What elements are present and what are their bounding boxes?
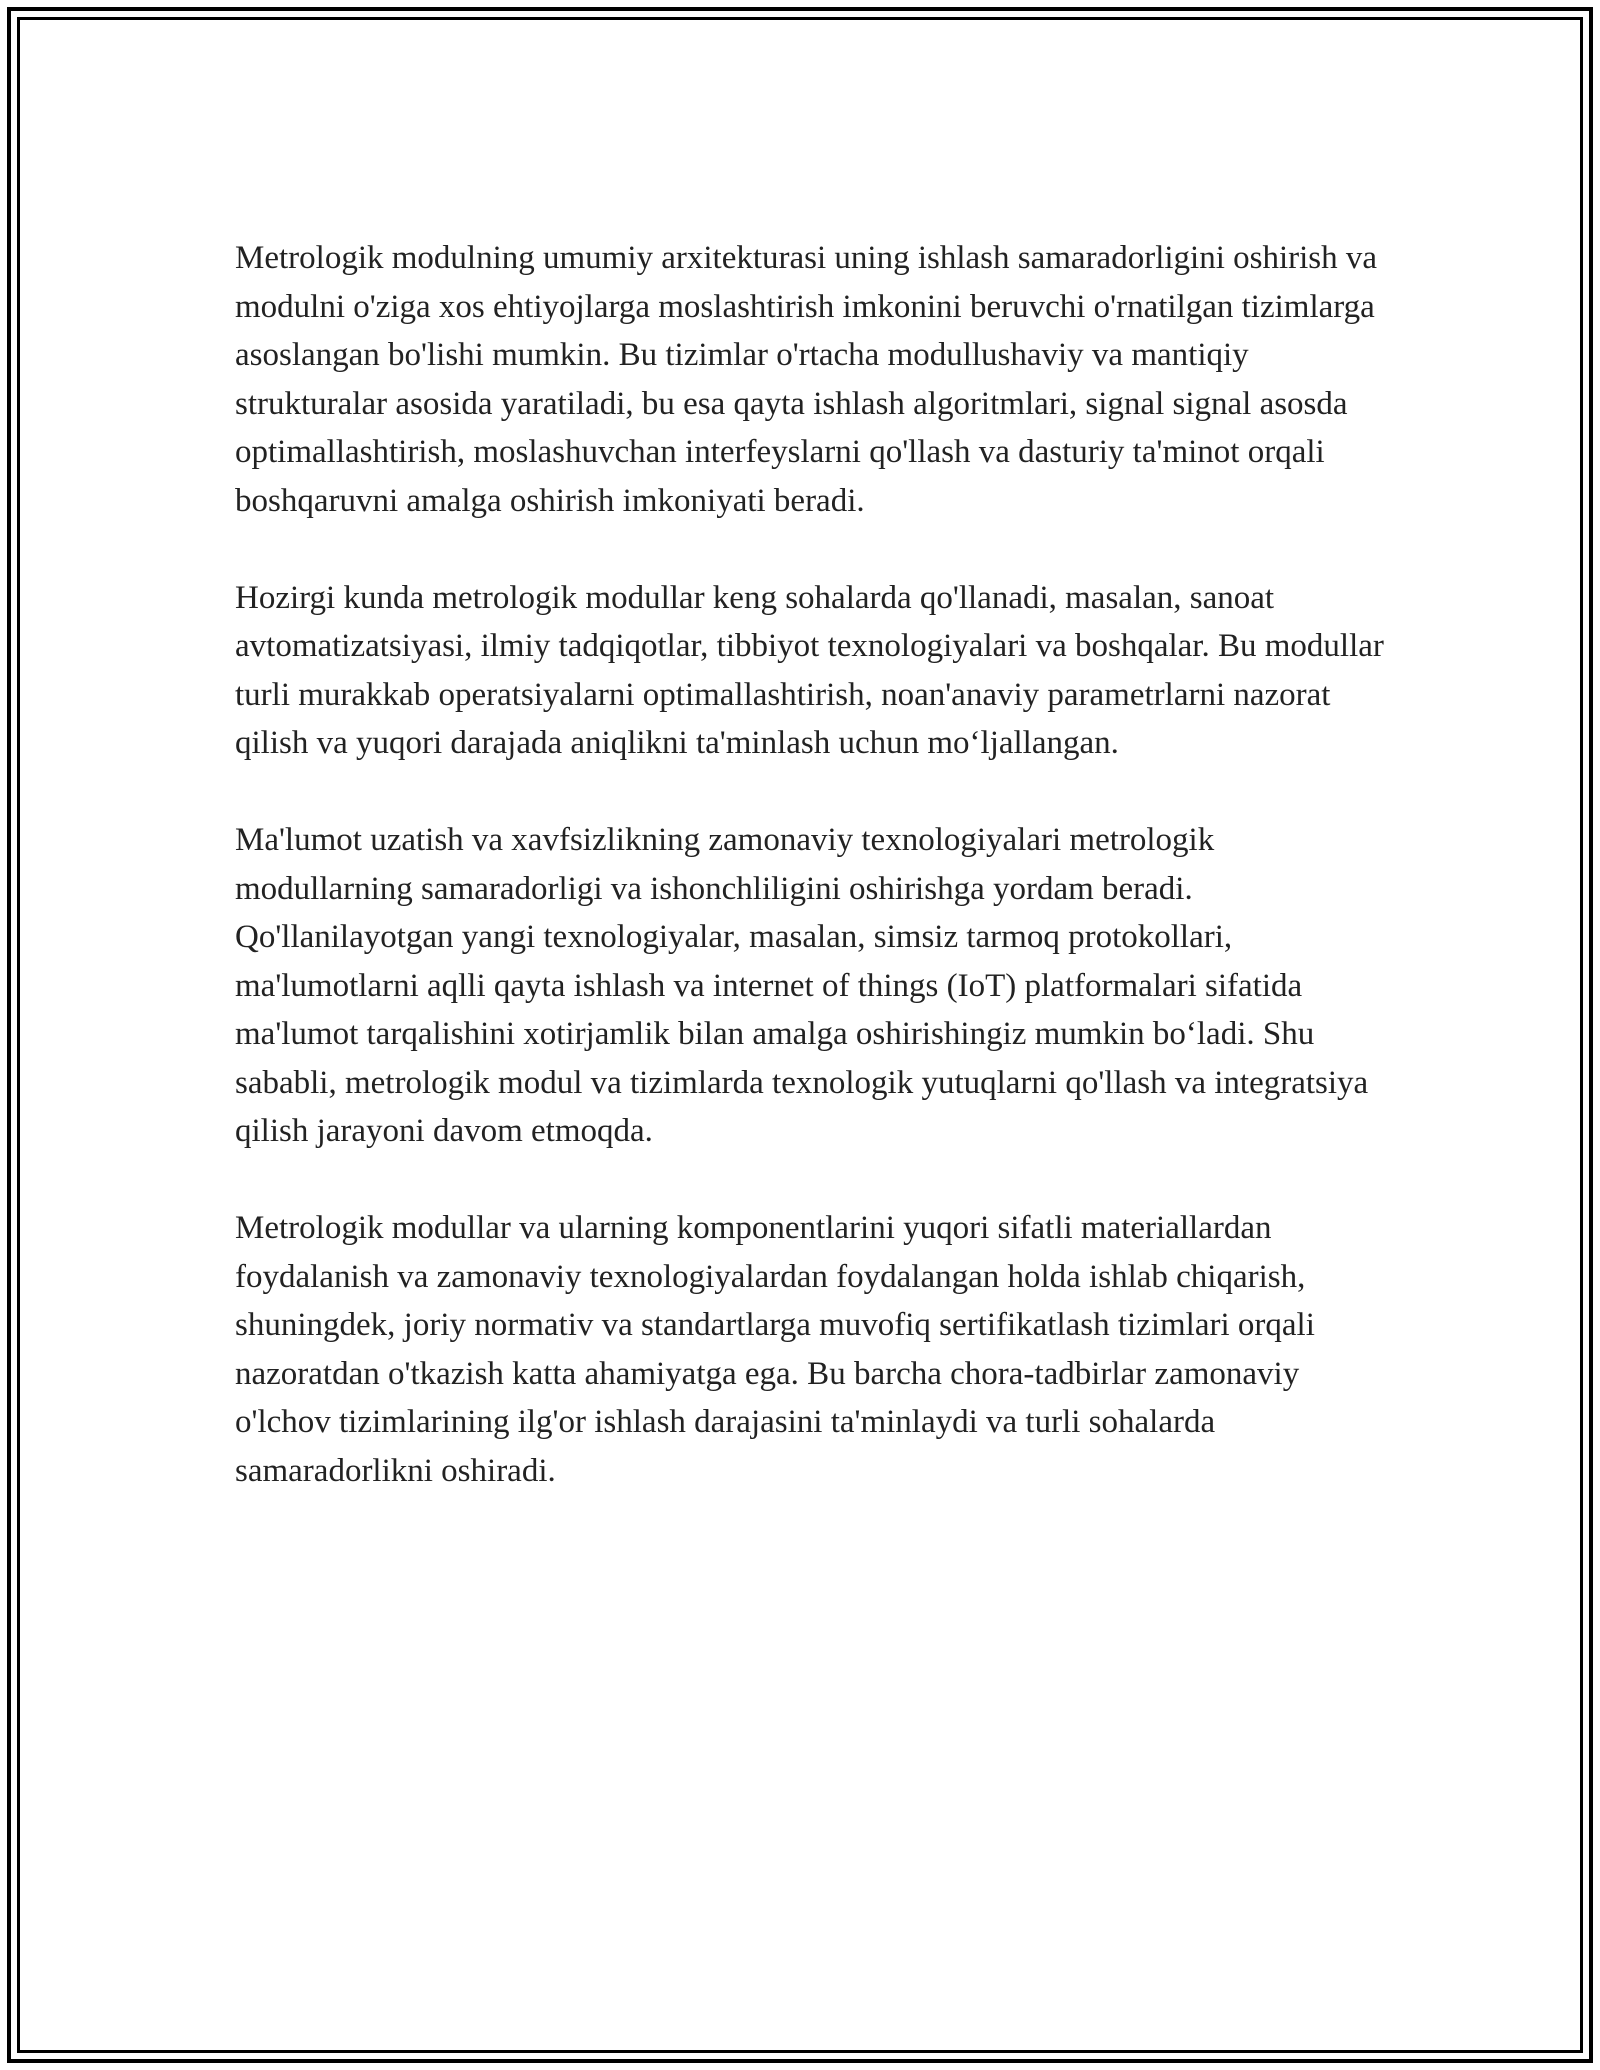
paragraph-2: Hozirgi kunda metrologik modullar keng sohalarda qo'llanadi, masalan, sanoat avtomatizatsiyasi, ilmiy tadqiqotlar, tibbiyot texnologiyalari va boshqalar. Bu modullar turli murakkab operatsiyalarni optimallashtirish, noan'anaviy parametrlarni nazorat qilish va yuqori darajada aniqlikni ta'minlash uchun mo‘ljallangan. xyxy=(235,579,1384,761)
paragraph-3: Ma'lumot uzatish va xavfsizlikning zamonaviy texnologiyalari metrologik modullarning samaradorligi va ishonchliligini oshirishga yordam beradi. Qo'llanilayotgan yangi texnologiyalar, masalan, simsiz tarmoq protokollari, ma'lumotlarni aqlli qayta ishlash va internet of things (IoT) platformalari sifatida ma'lumot tarqalishini xotirjamlik bilan amalga oshirishingiz mumkin bo‘ladi. Shu sababli, metrologik modul va tizimlarda texnologik yutuqlarni qo'llash va integratsiya qilish jarayoni davom etmoqda. xyxy=(235,822,1369,1149)
paragraph-4: Metrologik modullar va ularning komponentlarini yuqori sifatli materiallardan foydalanish va zamonaviy texnologiyalardan foydalangan holda ishlab chiqarish, shuningdek, joriy normativ va standartlarga muvofiq sertifikatlash tizimlari orqali nazoratdan o'tkazish katta ahamiyatga ega. Bu barcha chora-tadbirlar zamonaviy o'lchov tizimlarining ilg'or ishlash darajasini ta'minlaydi va turli sohalarda samaradorlikni oshiradi. xyxy=(235,1210,1315,1489)
paragraph-1: Metrologik modulning umumiy arxitekturasi uning ishlash samaradorligini oshirish va modulni o'ziga xos ehtiyojlarga moslashtirish imkonini beruvchi o'rnatilgan tizimlarga asoslangan bo'lishi mumkin. Bu tizimlar o'rtacha modullushaviy va mantiqiy strukturalar asosida yaratiladi, bu esa qayta ishlash algoritmlari, signal signal asosda optimallashtirish, moslashuvchan interfeyslarni qo'llash va dasturiy ta'minot orqali boshqaruvni amalga oshirish imkoniyati beradi. xyxy=(235,240,1378,519)
document-body xyxy=(235,234,1385,1495)
